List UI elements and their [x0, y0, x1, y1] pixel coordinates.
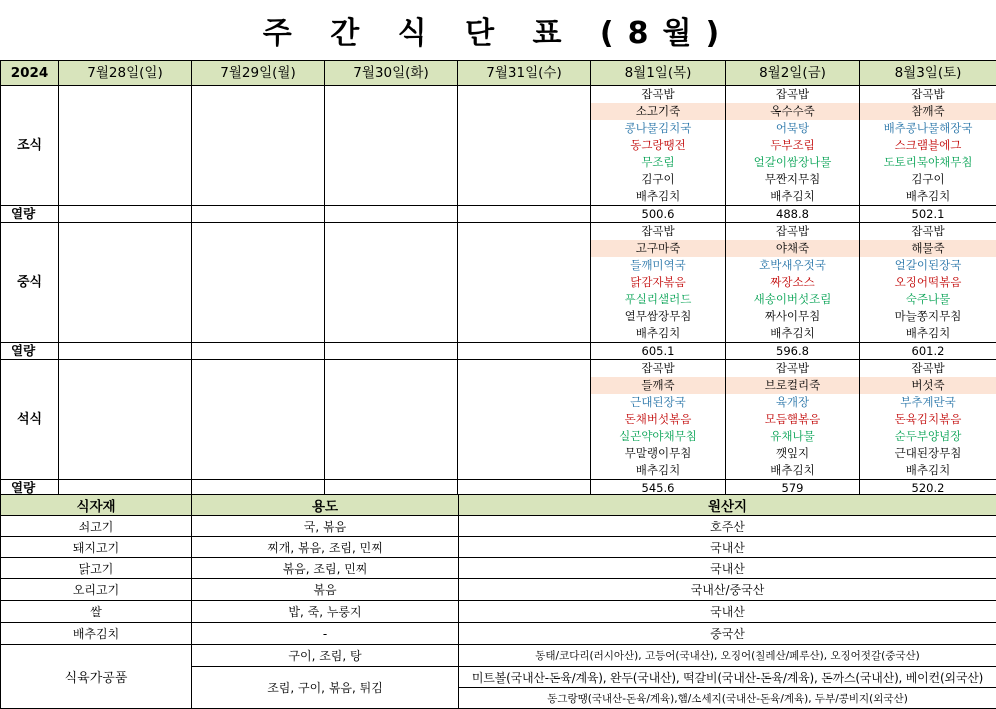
day-header: 7월28일(일)	[59, 61, 192, 86]
dish-item: 잡곡밥	[911, 87, 945, 101]
dish-item: 무조림	[641, 155, 675, 169]
menu-cell	[458, 360, 591, 480]
processed-ingredient-cell: 식육가공품	[1, 645, 192, 709]
menu-cell	[325, 360, 458, 480]
dish-item: 새송이버섯조림	[753, 292, 832, 306]
calorie-value: 500.6	[591, 206, 726, 223]
dish-item: 콩나물김치국	[624, 121, 692, 135]
dish-item: 잡곡밥	[911, 361, 945, 375]
origin-row	[1, 579, 996, 601]
menu-cell	[192, 86, 325, 206]
dish-item: 버섯죽	[860, 377, 996, 394]
dish-item: 브로컬리죽	[726, 377, 859, 394]
dish-item: 부추계란국	[900, 395, 956, 409]
origin-cell: 국내산	[459, 558, 996, 579]
menu-cell	[325, 223, 458, 343]
menu-cell	[458, 86, 591, 206]
page-title: 주 간 식 단 표 (8월)	[262, 16, 734, 51]
origin-row	[1, 537, 996, 558]
meal-label: 석식	[1, 360, 59, 480]
dish-item: 호박새우젓국	[759, 258, 826, 272]
menu-cell	[59, 223, 192, 343]
calorie-value	[458, 343, 591, 360]
dish-item: 돈채버섯볶음	[624, 412, 692, 426]
meal-label: 조식	[1, 86, 59, 206]
dish-item: 근대된장국	[630, 395, 686, 409]
dish-item: 배추김치	[770, 189, 815, 203]
menu-cell	[192, 360, 325, 480]
day-header: 7월31일(수)	[458, 61, 591, 86]
dish-item: 스크램블에그	[894, 138, 962, 152]
use-cell: 국, 볶음	[192, 516, 459, 537]
menu-cell	[591, 360, 726, 480]
calorie-value: 579	[726, 480, 860, 497]
menu-cell	[726, 223, 860, 343]
origin-row	[1, 601, 996, 623]
day-header: 7월30일(화)	[325, 61, 458, 86]
dish-item: 짜장소스	[770, 275, 815, 289]
ingredient-cell: 쌀	[1, 601, 192, 623]
origin-row	[1, 516, 996, 537]
origin-row	[1, 623, 996, 645]
dish-item: 들깨죽	[591, 377, 725, 394]
dish-item: 잡곡밥	[641, 224, 675, 238]
dish-item: 배추김치	[635, 189, 681, 203]
origin-cell: 중국산	[459, 623, 996, 645]
use-cell: 밥, 죽, 누룽지	[192, 601, 459, 623]
calorie-value	[59, 206, 192, 223]
menu-cell	[591, 86, 726, 206]
menu-cell	[192, 223, 325, 343]
calorie-value: 601.2	[860, 343, 996, 360]
calorie-label: 열량	[1, 343, 59, 360]
meal-row	[1, 360, 996, 480]
day-header: 8월3일(토)	[860, 61, 996, 86]
dish-item: 오징어떡볶음	[894, 275, 962, 289]
origin-header-row	[1, 495, 996, 516]
calorie-row	[1, 206, 996, 223]
origin-row	[1, 558, 996, 579]
calorie-value: 596.8	[726, 343, 860, 360]
menu-cell	[860, 360, 996, 480]
calorie-value	[325, 343, 458, 360]
dish-item: 야채죽	[726, 240, 859, 257]
calorie-value: 502.1	[860, 206, 996, 223]
dish-item: 잡곡밥	[911, 224, 945, 238]
dish-item: 고구마죽	[591, 240, 725, 257]
use-cell: 찌개, 볶음, 조림, 민찌	[192, 537, 459, 558]
calorie-value: 605.1	[591, 343, 726, 360]
use-cell: 조림, 구이, 볶음, 튀김	[192, 667, 459, 709]
dish-item: 얼갈이된장국	[894, 258, 962, 272]
dish-item: 배추김치	[905, 463, 951, 477]
ingredient-cell: 배추김치	[1, 623, 192, 645]
menu-cell	[59, 360, 192, 480]
dish-item: 소고기죽	[591, 103, 725, 120]
dish-item: 배추김치	[905, 326, 951, 340]
origin-cell: 국내산	[459, 537, 996, 558]
dish-item: 동그랑땡전	[630, 138, 686, 152]
dish-item: 닭감자볶음	[630, 275, 686, 289]
dish-item: 참깨죽	[860, 103, 996, 120]
ingredient-cell: 오리고기	[1, 579, 192, 601]
day-header: 8월1일(목)	[591, 61, 726, 86]
ingredient-cell: 돼지고기	[1, 537, 192, 558]
calorie-value	[325, 206, 458, 223]
dish-item: 열무쌈장무침	[624, 309, 692, 323]
dish-item: 배추김치	[635, 463, 681, 477]
menu-cell	[591, 223, 726, 343]
day-header: 7월29일(월)	[192, 61, 325, 86]
calorie-row	[1, 343, 996, 360]
dish-item: 배추콩나물해장국	[883, 121, 973, 135]
dish-item: 무말랭이무침	[624, 446, 692, 460]
menu-cell	[325, 86, 458, 206]
dish-item: 배추김치	[770, 463, 815, 477]
dish-item: 두부조림	[770, 138, 815, 152]
dish-item: 푸실리샐러드	[624, 292, 692, 306]
dish-item: 잡곡밥	[775, 224, 810, 238]
menu-cell	[860, 86, 996, 206]
dish-item: 모듬햄볶음	[764, 412, 821, 426]
dish-item: 돈육김치볶음	[894, 412, 962, 426]
dish-item: 짜사이무침	[764, 309, 821, 323]
origin-cell: 미트볼(국내산-돈육/계육), 완두(국내산), 떡갈비(국내산-돈육/계육), 돈까스(국내산), 베이컨(외국산)	[459, 667, 996, 688]
use-cell: 구이, 조림, 탕	[192, 645, 459, 667]
dish-item: 육개장	[775, 395, 810, 409]
meal-row	[1, 86, 996, 206]
dish-item: 김구이	[641, 172, 675, 186]
calorie-value	[59, 343, 192, 360]
origin-cell: 동그랑땡(국내산-돈육/계육),햄/소세지(국내산-돈육/계육), 두부/콩비지(외국산)	[459, 688, 996, 709]
dish-item: 마늘쫑지무침	[894, 309, 962, 323]
calorie-label: 열량	[1, 480, 59, 497]
origin-header: 원산지	[459, 495, 996, 516]
meal-row	[1, 223, 996, 343]
menu-cell	[860, 223, 996, 343]
dish-item: 무짠지무침	[764, 172, 821, 186]
dish-item: 깻잎지	[775, 446, 810, 460]
calorie-value	[458, 206, 591, 223]
ingredient-cell: 닭고기	[1, 558, 192, 579]
dish-item: 순두부양념장	[894, 429, 962, 443]
meal-label: 중식	[1, 223, 59, 343]
dish-item: 유채나물	[770, 429, 815, 443]
dish-item: 숙주나물	[905, 292, 951, 306]
calorie-value: 520.2	[860, 480, 996, 497]
origin-cell: 동태/코다리(러시아산), 고등어(국내산), 오징어(칠레산/페루산), 오징어젓갈(중국산)	[459, 645, 996, 667]
dish-item: 실곤약야채무침	[619, 429, 697, 443]
dish-item: 근대된장무침	[894, 446, 962, 460]
ingredient-cell: 쇠고기	[1, 516, 192, 537]
calorie-value	[192, 343, 325, 360]
use-cell: 볶음, 조림, 민찌	[192, 558, 459, 579]
calorie-value: 545.6	[591, 480, 726, 497]
dish-item: 잡곡밥	[641, 361, 675, 375]
dish-item: 도토리묵야채무침	[883, 155, 973, 169]
dish-item: 얼갈이쌈장나물	[753, 155, 832, 169]
weekly-menu-table	[0, 60, 996, 497]
dish-item: 배추김치	[905, 189, 951, 203]
origin-cell: 국내산	[459, 601, 996, 623]
use-cell: 볶음	[192, 579, 459, 601]
menu-cell	[59, 86, 192, 206]
use-cell: -	[192, 623, 459, 645]
calorie-value	[192, 206, 325, 223]
ingredient-header: 식자재	[1, 495, 192, 516]
dish-item: 잡곡밥	[775, 87, 810, 101]
dish-item: 배추김치	[635, 326, 681, 340]
dish-item: 잡곡밥	[775, 361, 810, 375]
dish-item: 해물죽	[860, 240, 996, 257]
menu-cell	[458, 223, 591, 343]
menu-cell	[726, 86, 860, 206]
dish-item: 어묵탕	[775, 121, 810, 135]
calorie-label: 열량	[1, 206, 59, 223]
origin-cell: 호주산	[459, 516, 996, 537]
dish-item: 배추김치	[770, 326, 815, 340]
dish-item: 잡곡밥	[641, 87, 675, 101]
dish-item: 옥수수죽	[726, 103, 859, 120]
processed-row	[1, 645, 996, 667]
dish-item: 들깨미역국	[630, 258, 686, 272]
day-header: 8월2일(금)	[726, 61, 860, 86]
year-cell: 2024	[1, 61, 59, 86]
origin-table	[0, 494, 996, 709]
menu-cell	[726, 360, 860, 480]
use-header: 용도	[192, 495, 459, 516]
calorie-value: 488.8	[726, 206, 860, 223]
dish-item: 김구이	[911, 172, 945, 186]
origin-cell: 국내산/중국산	[459, 579, 996, 601]
header-row	[1, 61, 996, 86]
